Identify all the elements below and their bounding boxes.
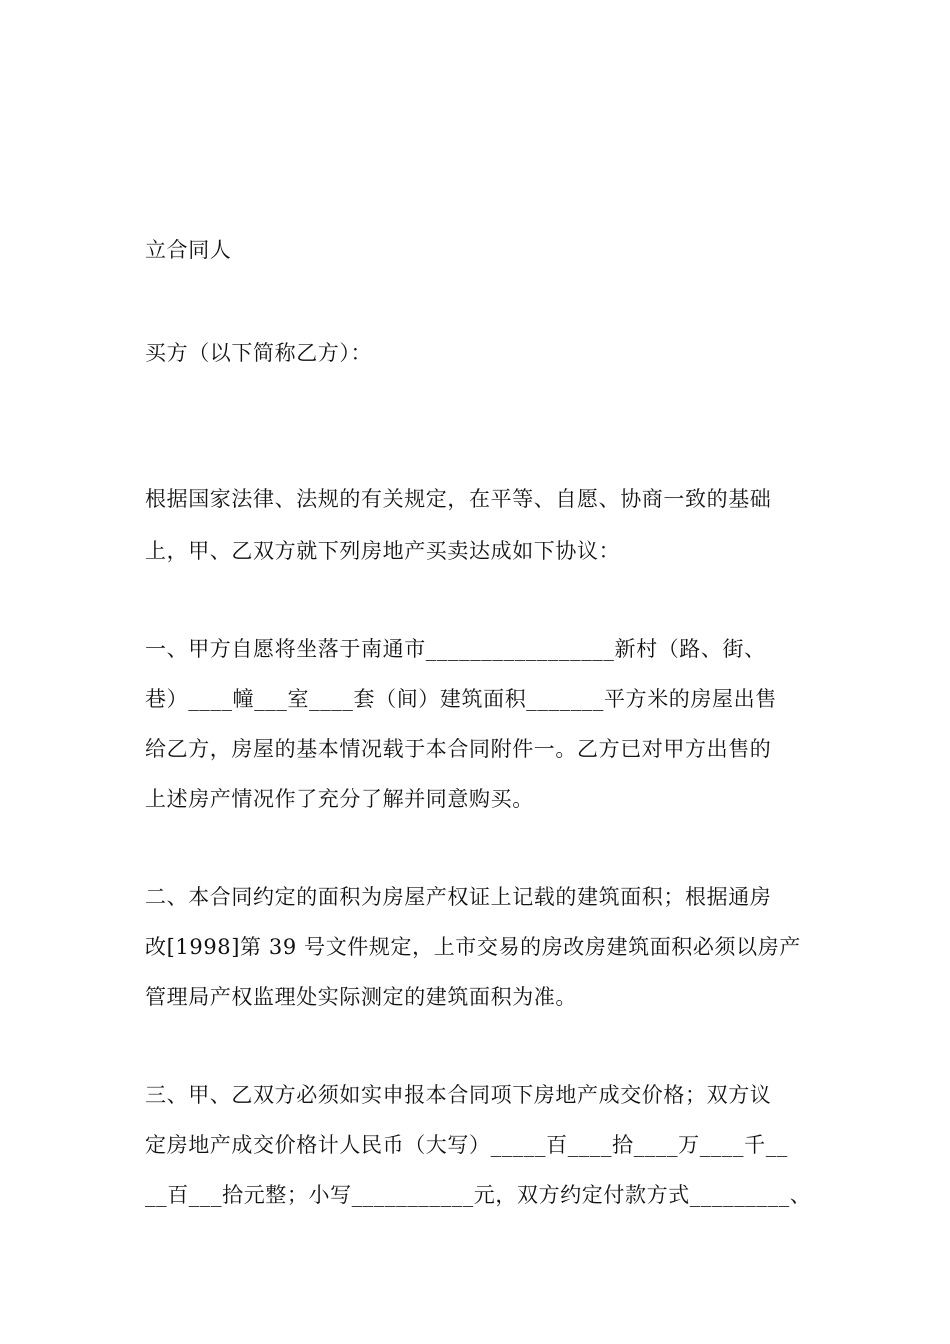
clause-1-line-1: 一、甲方自愿将坐落于南通市_________________新村（路、街、 <box>145 637 766 661</box>
intro-line-2: 上，甲、乙双方就下列房地产买卖达成如下协议： <box>145 539 621 563</box>
buyer-line: 买方（以下简称乙方）： <box>145 341 373 365</box>
clause-3-line-2: 定房地产成交价格计人民币（大写）_____百____拾____万____千__ <box>145 1133 788 1157</box>
intro-line-1: 根据国家法律、法规的有关规定，在平等、自愿、协商一致的基础 <box>145 487 772 511</box>
clause-1-line-2: 巷）____幢___室____套（间）建筑面积_______平方米的房屋出售 <box>145 687 777 711</box>
clause-3-line-3: __百___拾元整；小写___________元，双方约定付款方式_________、 <box>145 1183 812 1207</box>
clause-2-line-3: 管理局产权监理处实际测定的建筑面积为准。 <box>145 985 577 1009</box>
clause-2-line-2: 改[1998]第 39 号文件规定，上市交易的房改房建筑面积必须以房产 <box>145 935 801 959</box>
clause-2-line-1: 二、本合同约定的面积为房屋产权证上记载的建筑面积；根据通房 <box>145 885 772 909</box>
clause-3-line-1: 三、甲、乙双方必须如实申报本合同项下房地产成交价格；双方议 <box>145 1083 772 1107</box>
contract-parties-heading: 立合同人 <box>145 238 232 262</box>
clause-1-line-4: 上述房产情况作了充分了解并同意购买。 <box>145 787 534 811</box>
clause-1-line-3: 给乙方，房屋的基本情况载于本合同附件一。乙方已对甲方出售的 <box>145 737 772 761</box>
